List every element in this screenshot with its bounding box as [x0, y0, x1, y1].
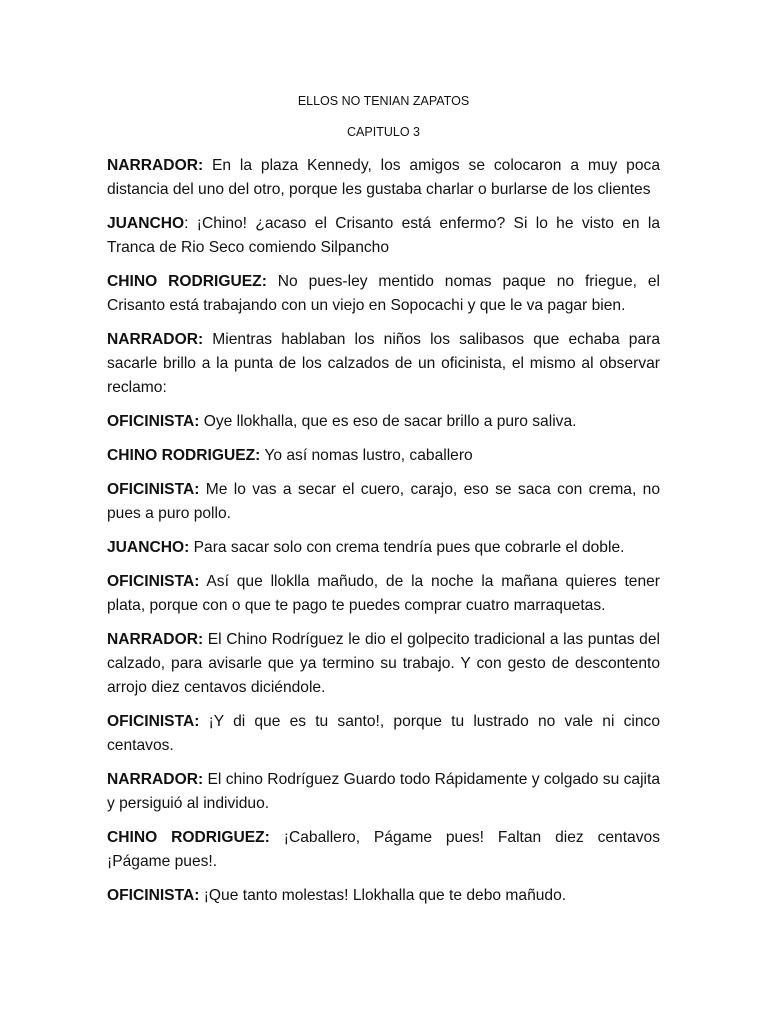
dialogue-text: Mientras hablaban los niños los salibasos que echaba para sacarle brillo a la punta de los calzados de un oficinista, el mismo al observar reclamo: — [107, 331, 660, 396]
dialogue-paragraph — [107, 212, 660, 260]
dialogue-text: Oye llokhalla, que es eso de sacar brillo a puro saliva. — [199, 413, 577, 430]
dialogue-paragraph — [107, 444, 660, 468]
dialogue-paragraph — [107, 628, 660, 700]
dialogue-paragraph — [107, 768, 660, 816]
document-title: ELLOS NO TENIAN ZAPATOS — [297, 94, 470, 108]
speaker-name: JUANCHO — [107, 215, 185, 232]
speaker-name: OFICINISTA: — [107, 413, 200, 430]
speaker-name: JUANCHO: — [107, 539, 190, 556]
speaker-name: NARRADOR: — [107, 631, 204, 648]
dialogue-text: Yo así nomas lustro, caballero — [260, 447, 473, 464]
dialogue-paragraph — [107, 826, 660, 874]
dialogue-paragraph — [107, 570, 660, 618]
dialogue-paragraph — [107, 536, 660, 560]
dialogue-paragraph — [107, 478, 660, 526]
dialogue-text: En la plaza Kennedy, los amigos se colocaron a muy poca distancia del uno del otro, porque les gustaba charlar o burlarse de los clientes — [107, 157, 660, 198]
speaker-name: OFICINISTA: — [107, 573, 200, 590]
speaker-name: NARRADOR: — [107, 331, 204, 348]
dialogue-text: : ¡Chino! ¿acaso el Crisanto está enfermo? Si lo he visto en la Tranca de Rio Seco comiendo Silpancho — [107, 215, 660, 256]
dialogue-text: ¡Y di que es tu santo!, porque tu lustrado no vale ni cinco centavos. — [107, 713, 660, 754]
dialogue-text: El Chino Rodríguez le dio el golpecito tradicional a las puntas del calzado, para avisarle que ya termino su trabajo. Y con gesto de descontento arrojo diez centavos diciéndole. — [107, 631, 660, 696]
dialogue-paragraph — [107, 154, 660, 202]
dialogue-text: No pues-ley mentido nomas paque no friegue, el Crisanto está trabajando con un viejo en Sopocachi y que le va pagar bien. — [107, 273, 660, 314]
speaker-name: CHINO RODRIGUEZ: — [107, 829, 270, 846]
speaker-name: OFICINISTA: — [107, 713, 200, 730]
dialogue-text: Me lo vas a secar el cuero, carajo, eso se saca con crema, no pues a puro pollo. — [107, 481, 660, 522]
speaker-name: OFICINISTA: — [107, 887, 200, 904]
dialogue-text: El chino Rodríguez Guardo todo Rápidamente y colgado su cajita y persiguió al individuo. — [107, 771, 660, 812]
dialogue-text: ¡Caballero, Págame pues! Faltan diez centavos ¡Págame pues!. — [107, 829, 660, 870]
speaker-name: NARRADOR: — [107, 771, 204, 788]
dialogue-paragraph — [107, 410, 660, 434]
dialogue-paragraph — [107, 710, 660, 758]
speaker-name: OFICINISTA: — [107, 481, 200, 498]
document-page — [107, 92, 660, 918]
dialogue-paragraph — [107, 328, 660, 400]
dialogue-text: Para sacar solo con crema tendría pues que cobrarle el doble. — [189, 539, 625, 556]
speaker-name: CHINO RODRIGUEZ: — [107, 273, 267, 290]
chapter-heading: CAPITULO 3 — [347, 125, 420, 139]
dialogue-text: ¡Que tanto molestas! Llokhalla que te debo mañudo. — [199, 887, 567, 904]
dialogue-paragraph — [107, 270, 660, 318]
speaker-name: CHINO RODRIGUEZ: — [107, 447, 261, 464]
dialogue-paragraph — [107, 884, 660, 908]
dialogue-text: Así que lloklla mañudo, de la noche la mañana quieres tener plata, porque con o que te pago te puedes comprar cuatro marraquetas. — [107, 573, 660, 614]
speaker-name: NARRADOR: — [107, 157, 204, 174]
